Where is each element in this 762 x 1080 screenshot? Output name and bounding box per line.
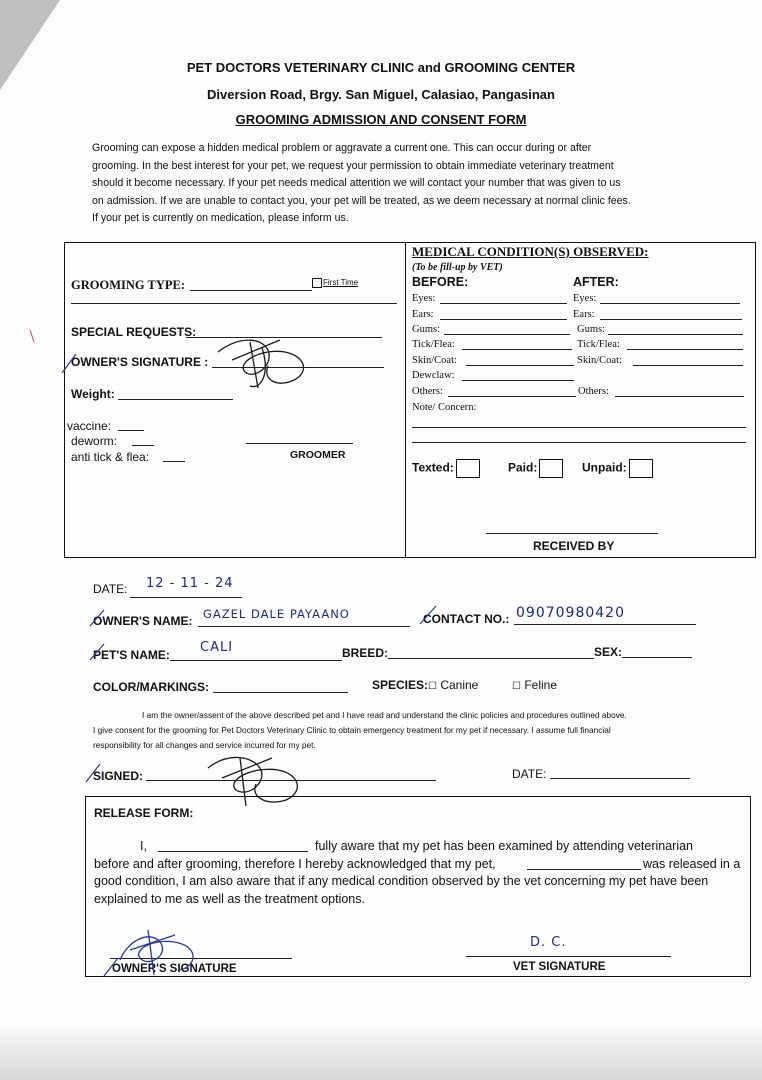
pet-name-label: PET'S NAME:: [93, 648, 170, 662]
unpaid-label: Unpaid:: [582, 460, 627, 475]
before-dewclaw: Dewclaw:: [412, 370, 455, 381]
medical-note: (To be fill-up by VET): [412, 262, 503, 273]
intro-line: on admission. If we are unable to contact you, your pet will be treated, as we deem necessary at normal clinic fees.: [92, 194, 631, 207]
grooming-type-label: GROOMING TYPE:: [71, 278, 186, 292]
before-gums: Gums:: [412, 324, 441, 335]
received-by-label: RECEIVED BY: [533, 539, 615, 553]
paid-label: Paid:: [508, 460, 538, 475]
after-skin-coat: Skin/Coat:: [577, 355, 622, 366]
release-title: RELEASE FORM:: [94, 806, 194, 820]
clinic-name: PET DOCTORS VETERINARY CLINIC and GROOMING CENTER: [186, 60, 576, 75]
release-line4: explained to me as well as the treatment options.: [94, 892, 365, 906]
vet-initials: D. C.: [530, 935, 567, 950]
date-label: DATE:: [93, 582, 128, 596]
after-ears: Ears:: [573, 309, 595, 320]
owner-name-value: GAZEL DALE PAYAANO: [203, 607, 350, 621]
intro-line: If your pet is currently on medication, please inform us.: [92, 212, 349, 225]
first-time-label: First Time: [323, 278, 359, 288]
owner-signature-scribble-1: [218, 340, 304, 388]
special-requests-label: SPECIAL REQUESTS:: [71, 325, 197, 339]
clinic-address: Diversion Road, Brgy. San Miguel, Calasiao, Pangasinan: [207, 87, 555, 102]
before-others: Others:: [412, 386, 443, 397]
owner-signature-scribble-2: [208, 757, 297, 806]
canine-label: Canine: [440, 678, 479, 692]
intro-line: Grooming can expose a hidden medical problem or aggravate a current one. This can occur during or after: [92, 142, 592, 154]
species-label: SPECIES:: [372, 678, 429, 692]
consent-line: responsibility for all changes and service incurred for my pet.: [93, 740, 316, 750]
color-markings-label: COLOR/MARKINGS:: [93, 680, 209, 694]
after-eyes: Eyes:: [573, 293, 597, 304]
release-line2-a: before and after grooming, therefore I hereby acknowledged that my pet,: [94, 857, 496, 871]
before-tick-flea: Tick/Flea:: [412, 339, 455, 350]
red-mark: [30, 330, 34, 342]
feline-label: Feline: [524, 678, 557, 692]
owner-signature-label: OWNER'S SIGNATURE :: [71, 355, 209, 369]
sex-label: SEX:: [594, 645, 623, 659]
feline-checkbox[interactable]: ☐: [512, 681, 521, 692]
contact-value: 09070980420: [516, 605, 625, 621]
breed-label: BREED:: [342, 646, 389, 660]
form-title: GROOMING ADMISSION AND CONSENT FORM: [235, 112, 527, 127]
after-tick-flea: Tick/Flea:: [577, 339, 620, 350]
signed-label: SIGNED:: [93, 769, 144, 783]
date-value: 12 - 11 - 24: [146, 576, 234, 591]
release-line3: good condition, I am also aware that if any medical condition observed by the vet concerning my pet have been: [94, 874, 709, 888]
deworm-label: deworm:: [71, 434, 118, 448]
vet-signature-label: VET SIGNATURE: [513, 961, 606, 973]
intro-line: should it become necessary. If your pet needs medical attention we will contact your number that was given to us: [92, 177, 621, 190]
release-line1: fully aware that my pet has been examined by attending veterinarian: [315, 839, 694, 853]
consent-line: I am the owner/assent of the above described pet and I have read and understand the clinic policies and procedures outlined above.: [142, 710, 627, 720]
pet-name-value: CALI: [200, 640, 234, 655]
owner-name-label: OWNER'S NAME:: [93, 614, 193, 628]
intro-line: grooming. In the best interest for your pet, we request your permission to obtain immediate veterinary treatment: [92, 159, 614, 172]
signed-date-label: DATE:: [512, 767, 547, 781]
texted-label: Texted:: [412, 460, 454, 475]
weight-label: Weight:: [71, 387, 115, 401]
release-line2-b: was released in a: [643, 857, 741, 871]
consent-line: I give consent for the grooming for Pet Doctors Veterinary Clinic to obtain emergency treatment for my pet if necessary. I assume full financial: [93, 725, 611, 735]
anti-tick-label: anti tick & flea:: [71, 450, 150, 464]
owner-release-signature-label: OWNER'S SIGNATURE: [112, 963, 237, 975]
owner-signature-scribble-3: [120, 930, 193, 975]
vaccine-label: vaccine:: [67, 419, 112, 433]
release-i: I,: [140, 839, 147, 853]
canine-checkbox[interactable]: ☐: [428, 681, 437, 692]
after-others: Others:: [578, 386, 609, 397]
after-label: AFTER:: [573, 275, 619, 289]
contact-label: CONTACT NO.:: [423, 612, 510, 626]
before-eyes: Eyes:: [412, 293, 436, 304]
before-skin-coat: Skin/Coat:: [412, 355, 457, 366]
medical-title: MEDICAL CONDITION(S) OBSERVED:: [412, 244, 649, 259]
after-gums: Gums:: [577, 324, 606, 335]
groomer-label: GROOMER: [290, 449, 346, 461]
note-concern-label: Note/ Concern:: [412, 402, 477, 413]
before-label: BEFORE:: [412, 275, 469, 289]
check-marks: [62, 354, 436, 976]
before-ears: Ears:: [412, 309, 434, 320]
